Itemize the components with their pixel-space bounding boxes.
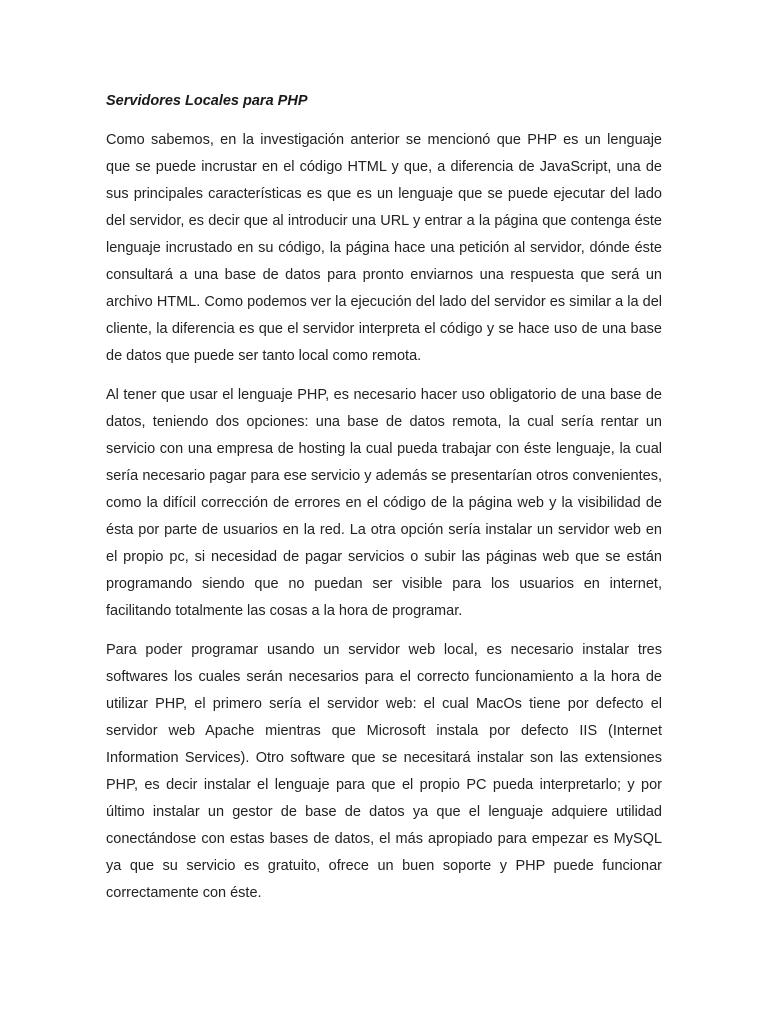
- paragraph-3: Para poder programar usando un servidor web local, es necesario instalar tres softwares los cuales serán necesarios para el correcto funcionamiento a la hora de utilizar PHP, el primero sería el servidor web: el cual MacOs tiene por defecto el servidor web Apache mientras que Microsoft instala por defecto IIS (Internet Information Services). Otro software que se necesitará instalar son las extensiones PHP, es decir instalar el lenguaje para que el propio PC pueda interpretarlo; y por último instalar un gestor de base de datos ya que el lenguaje adquiere utilidad conectándose con estas bases de datos, el más apropiado para empezar es MySQL ya que su servicio es gratuito, ofrece un buen soporte y PHP puede funcionar correctamente con éste.: [106, 642, 662, 901]
- document-title: Servidores Locales para PHP: [106, 93, 308, 109]
- paragraph-1: Como sabemos, en la investigación anterior se mencionó que PHP es un lenguaje que se puede incrustar en el código HTML y que, a diferencia de JavaScript, una de sus principales características es que es un lenguaje que se puede ejecutar del lado del servidor, es decir que al introducir una URL y entrar a la página que contenga éste lenguaje incrustado en su código, la página hace una petición al servidor, dónde éste consultará a una base de datos para pronto enviarnos una respuesta que será un archivo HTML. Como podemos ver la ejecución del lado del servidor es similar a la del cliente, la diferencia es que el servidor interpreta el código y se hace uso de una base de datos que puede ser tanto local como remota.: [106, 132, 662, 364]
- paragraph-2: Al tener que usar el lenguaje PHP, es necesario hacer uso obligatorio de una base de datos, teniendo dos opciones: una base de datos remota, la cual sería rentar un servicio con una empresa de hosting la cual pueda trabajar con éste lenguaje, la cual sería necesario pagar para ese servicio y además se presentarían otros convenientes, como la difícil corrección de errores en el código de la página web y la visibilidad de ésta por parte de usuarios en la red. La otra opción sería instalar un servidor web en el propio pc, si necesidad de pagar servicios o subir las páginas web que se están programando siendo que no puedan ser visible para los usuarios en internet, facilitando totalmente las cosas a la hora de programar.: [106, 387, 662, 619]
